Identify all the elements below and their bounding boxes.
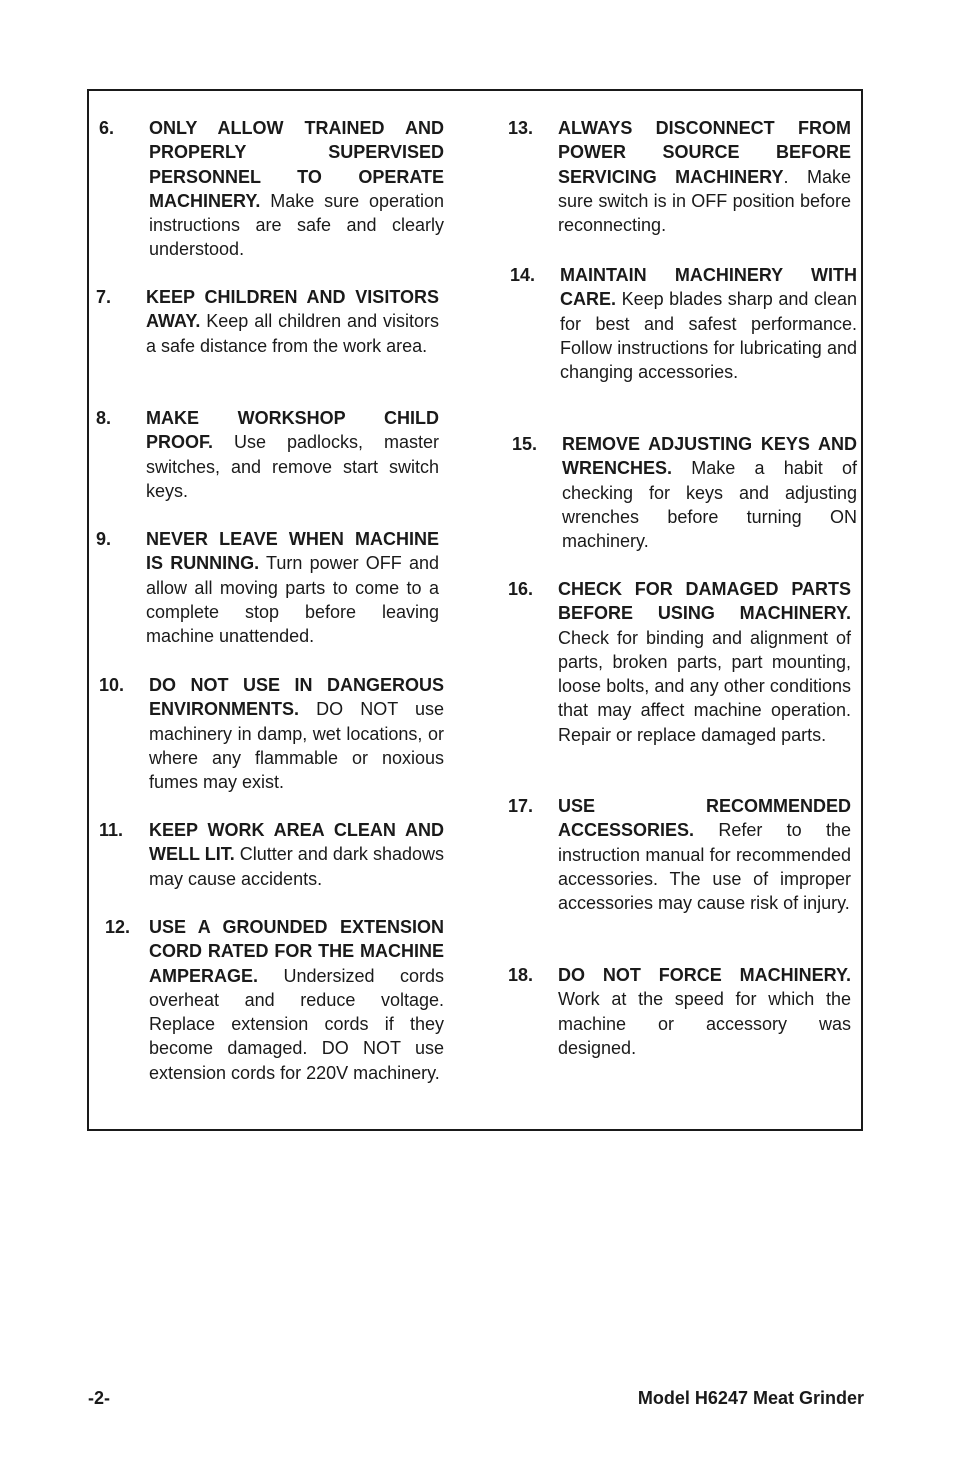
rule-body: Turn power OFF and allow all moving parts to come to a complete stop before leaving machine unattended. (146, 553, 439, 647)
rule-heading: USE RECOMMENDED ACCESSORIES. (558, 796, 851, 841)
rule-number: 18. (508, 965, 534, 985)
rule-item-17 (508, 794, 851, 915)
rule-heading: ALWAYS DISCONNECT FROM POWER SOURCE BEFORE SERVICING MACHINERY (558, 118, 851, 187)
rule-heading: MAINTAIN MACHINERY WITH CARE. (560, 265, 857, 310)
rule-item-6 (99, 116, 444, 262)
rule-body: DO NOT use machinery in damp, wet locations, or where any flammable or noxious fumes may exist. (149, 699, 444, 793)
rule-body: Make a habit of checking for keys and adjusting wrenches before turning ON machinery. (562, 458, 857, 552)
rule-body: Keep blades sharp and clean for best and safest performance. Follow instructions for lubricating and changing accessories. (560, 289, 857, 383)
rule-number: 7. (96, 287, 112, 307)
rule-item-7 (96, 285, 439, 358)
rule-item-9 (96, 527, 439, 648)
rule-number: 15. (512, 434, 538, 454)
rule-number: 10. (99, 675, 125, 695)
rule-heading: KEEP WORK AREA CLEAN AND WELL LIT. (149, 820, 444, 865)
model-name: Model H6247 Meat Grinder (637, 1388, 864, 1408)
page-number: -2- (88, 1388, 110, 1408)
rule-body: Undersized cords overheat and reduce voltage. Replace extension cords if they become damaged. DO NOT use extension cords for 220V machinery. (149, 965, 444, 1083)
rule-heading: DO NOT FORCE MACHINERY. (558, 965, 851, 985)
rule-number: 16. (508, 579, 534, 599)
rule-item-16 (508, 577, 851, 747)
rule-item-18 (508, 963, 851, 1060)
rule-body: Check for binding and alignment of parts, broken parts, part mounting, loose bolts, and any other conditions that may affect machine operation. Repair or replace damaged parts. (558, 627, 851, 745)
safety-rules-box (87, 89, 863, 1131)
rule-body: . Make sure switch is in OFF position before reconnecting. (558, 166, 851, 236)
rule-heading: ONLY ALLOW TRAINED AND PROPERLY SUPERVISED PERSONNEL TO OPERATE MACHINERY. (149, 118, 444, 211)
rule-heading: MAKE WORKSHOP CHILD PROOF. (146, 408, 439, 453)
rule-heading: KEEP CHILDREN AND VISITORS AWAY. (146, 287, 439, 332)
rule-item-8 (96, 406, 439, 503)
rule-number: 13. (508, 118, 534, 138)
rule-item-11 (99, 818, 444, 891)
rule-body: Make sure operation instructions are safe and clearly understood. (149, 190, 444, 260)
rule-number: 11. (99, 820, 124, 840)
rule-body: Use padlocks, master switches, and remove start switch keys. (146, 432, 439, 501)
rule-number: 8. (96, 408, 112, 428)
rule-body: Refer to the instruction manual for recommended accessories. The use of improper accessories may cause risk of injury. (558, 820, 851, 914)
rule-number: 12. (105, 917, 131, 937)
rule-heading: DO NOT USE IN DANGEROUS ENVIRONMENTS. (149, 675, 444, 720)
rule-heading: NEVER LEAVE WHEN MACHINE IS RUNNING. (146, 529, 439, 574)
rule-body: Keep all children and visitors a safe distance from the work area. (146, 311, 439, 356)
rule-heading: REMOVE ADJUSTING KEYS AND WRENCHES. (562, 434, 857, 479)
rule-item-12 (105, 915, 444, 1085)
rule-item-14 (510, 263, 857, 384)
rule-number: 14. (510, 265, 536, 285)
rule-body: Work at the speed for which the machine or accessory was designed. (558, 989, 851, 1058)
rule-number: 9. (96, 529, 112, 549)
rule-body: Clutter and dark shadows may cause accidents. (149, 844, 444, 889)
rule-heading: USE A GROUNDED EXTENSION CORD RATED FOR THE MACHINE AMPERAGE. (149, 917, 444, 986)
rule-item-15 (512, 432, 857, 553)
rule-heading: CHECK FOR DAMAGED PARTS BEFORE USING MACHINERY. (558, 579, 851, 624)
rule-item-13 (508, 116, 851, 237)
rule-item-10 (99, 673, 444, 794)
rule-number: 17. (508, 796, 534, 816)
rule-number: 6. (99, 118, 115, 138)
